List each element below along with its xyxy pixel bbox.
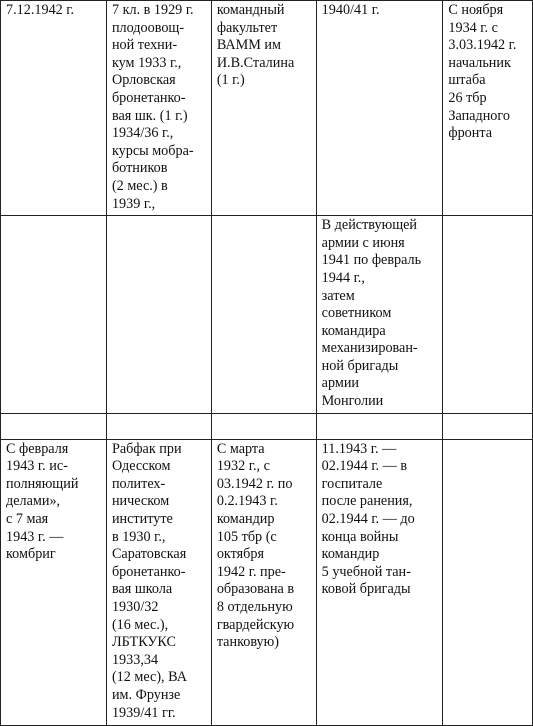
table-cell-service xyxy=(443,439,533,725)
table-cell-period: В действующей армии с июня 1941 по февраль 1944 г., затем советником командира механизирован- ной бригады армии Монголии xyxy=(316,216,443,414)
table-cell-service xyxy=(443,216,533,414)
table-cell-period: 11.1943 г. — 02.1944 г. — в госпитале после ранения, 02.1944 г. — до конца войны командир 5 учебной тан- ковой бригады xyxy=(316,439,443,725)
table-cell-academy xyxy=(211,216,316,414)
table-cell-academy xyxy=(211,413,316,439)
table-row xyxy=(1,1,533,216)
table-cell-date: 7.12.1942 г. xyxy=(1,1,107,216)
table-row xyxy=(1,413,533,439)
table-row xyxy=(1,439,533,725)
table-cell-date: С февраля 1943 г. ис- полняющий делами», с 7 мая 1943 г. — комбриг xyxy=(1,439,107,725)
table-cell-service xyxy=(443,413,533,439)
table-cell-date xyxy=(1,413,107,439)
table-cell-education xyxy=(106,216,211,414)
table-cell-education: Рабфак при Одесском политех- ническом институте в 1930 г., Саратовская бронетанко- вая школа 1930/32 (16 мес.), ЛБТКУКС 1933,34 (12 мес), ВА им. Фрунзе 1939/41 гг. xyxy=(106,439,211,725)
table-cell-service: С ноября 1934 г. с 3.03.1942 г. начальник штаба 26 тбр Западного фронта xyxy=(443,1,533,216)
table-cell-academy: С марта 1932 г., с 03.1942 г. по 0.2.1943 г. командир 105 тбр (с октября 1942 г. пре- образована в 8 отдельную гвардейскую танковую) xyxy=(211,439,316,725)
table-cell-date xyxy=(1,216,107,414)
table-cell-period xyxy=(316,413,443,439)
table-cell-education xyxy=(106,413,211,439)
table-cell-academy: командный факультет ВАММ им И.В.Сталина (1 г.) xyxy=(211,1,316,216)
table-cell-education: 7 кл. в 1929 г. плодоовощ- ной техни- кум 1933 г., Орловская бронетанко- вая шк. (1 г.) 1934/36 г., курсы мобра- ботников (2 мес.) в 1939 г., xyxy=(106,1,211,216)
table-cell-period: 1940/41 г. xyxy=(316,1,443,216)
table-row xyxy=(1,216,533,414)
